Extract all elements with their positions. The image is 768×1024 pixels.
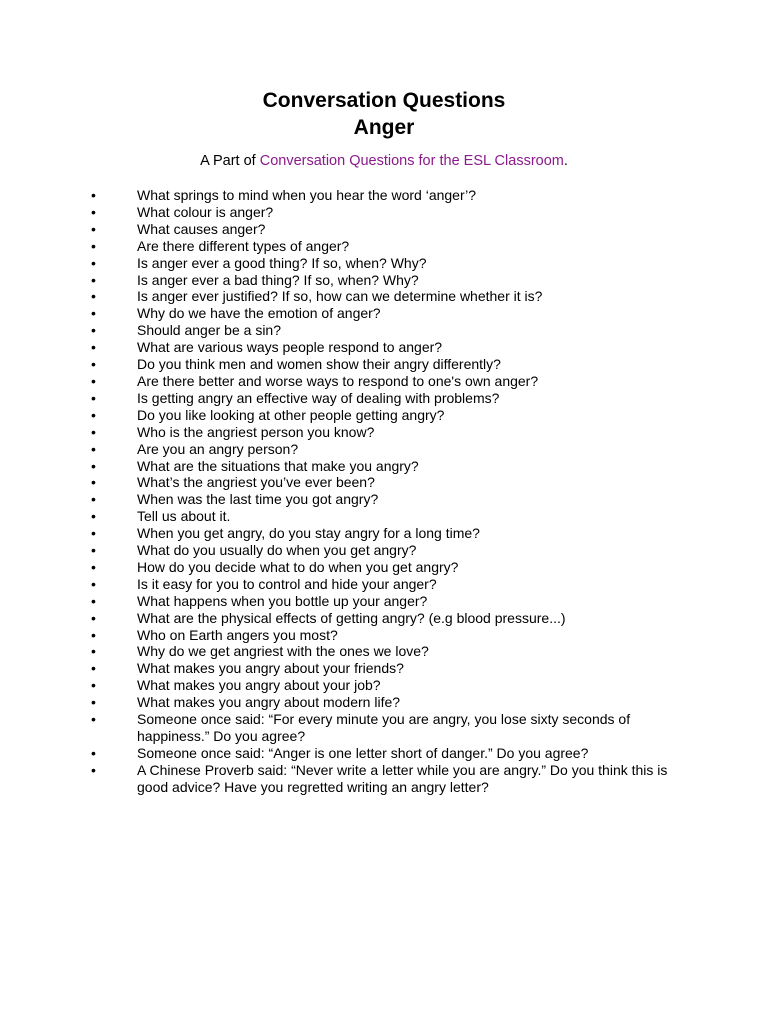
question-text: Is anger ever a good thing? If so, when? Why? [137, 254, 427, 271]
question-item [0, 677, 768, 694]
question-item [0, 627, 768, 644]
question-text: What happens when you bottle up your anger? [137, 592, 428, 609]
bullet-icon: • [91, 305, 96, 322]
series-attribution [0, 151, 768, 171]
question-text: What are various ways people respond to anger? [137, 339, 443, 356]
question-text: Why do we have the emotion of anger? [137, 305, 381, 322]
question-item [0, 745, 768, 762]
bullet-icon: • [91, 254, 96, 271]
question-text: Is anger ever justified? If so, how can we determine whether it is? [137, 288, 543, 305]
question-item [0, 187, 768, 204]
bullet-icon: • [91, 187, 96, 203]
bullet-icon: • [91, 677, 96, 694]
bullet-icon: • [91, 525, 96, 542]
question-text: What springs to mind when you hear the word ‘anger’? [137, 187, 477, 203]
question-item [0, 424, 768, 441]
question-text: Are you an angry person? [137, 440, 299, 457]
question-item [0, 373, 768, 390]
question-list [0, 187, 768, 796]
question-item [0, 576, 768, 593]
question-item [0, 272, 768, 289]
question-item [0, 221, 768, 238]
question-text: What makes you angry about your friends? [137, 660, 404, 677]
question-text: When was the last time you got angry? [137, 491, 379, 508]
bullet-icon: • [91, 474, 96, 491]
question-item [0, 339, 768, 356]
question-text: What are the situations that make you angry? [137, 457, 419, 474]
bullet-icon: • [91, 372, 96, 389]
bullet-icon: • [91, 542, 96, 559]
bullet-icon: • [91, 694, 96, 711]
question-text: Why do we get angriest with the ones we love? [137, 643, 429, 660]
question-text: How do you decide what to do when you get angry? [137, 558, 459, 575]
question-text: Tell us about it. [137, 508, 231, 525]
question-item [0, 491, 768, 508]
question-text: Who on Earth angers you most? [137, 626, 338, 643]
bullet-icon: • [91, 711, 96, 728]
attribution-prefix: A Part of [200, 153, 260, 169]
question-item [0, 525, 768, 542]
question-item [0, 559, 768, 576]
question-item [0, 660, 768, 677]
question-item [0, 322, 768, 339]
question-text: Is getting angry an effective way of dealing with problems? [137, 389, 500, 406]
bullet-icon: • [91, 288, 96, 305]
bullet-icon: • [91, 508, 96, 525]
question-item [0, 441, 768, 458]
question-item [0, 508, 768, 525]
question-text: When you get angry, do you stay angry for a long time? [137, 525, 480, 542]
bullet-icon: • [91, 626, 96, 643]
bullet-icon: • [91, 457, 96, 474]
bullet-icon: • [91, 660, 96, 677]
bullet-icon: • [91, 322, 96, 339]
bullet-icon: • [91, 237, 96, 254]
question-text: What’s the angriest you’ve ever been? [137, 474, 375, 491]
page-subject-title: Anger [353, 116, 415, 139]
question-text: Someone once said: “Anger is one letter short of danger.” Do you agree? [137, 744, 589, 761]
question-item [0, 474, 768, 491]
question-text: Are there different types of anger? [137, 237, 350, 254]
bullet-icon: • [91, 744, 96, 761]
question-text: What causes anger? [137, 220, 266, 237]
question-item [0, 542, 768, 559]
question-item [0, 356, 768, 373]
esl-classroom-link[interactable]: Conversation Questions for the ESL Classroom [259, 153, 564, 169]
question-item [0, 204, 768, 221]
question-item [0, 593, 768, 610]
question-text: Are there better and worse ways to respond to one's own anger? [137, 372, 539, 389]
question-item [0, 643, 768, 660]
question-item [0, 238, 768, 255]
question-item [0, 711, 768, 745]
question-text: Is it easy for you to control and hide your anger? [137, 575, 437, 592]
bullet-icon: • [91, 575, 96, 592]
bullet-icon: • [91, 592, 96, 609]
question-text: Do you think men and women show their angry differently? [137, 356, 501, 373]
bullet-icon: • [91, 609, 96, 626]
bullet-icon: • [91, 271, 96, 288]
bullet-icon: • [91, 491, 96, 508]
bullet-icon: • [91, 339, 96, 356]
attribution-suffix: . [563, 153, 568, 169]
bullet-icon: • [91, 643, 96, 660]
question-text: A Chinese Proverb said: “Never write a letter while you are angry.” Do you think this is good advice? Have you regretted writing an angry letter? [137, 761, 668, 795]
question-item [0, 390, 768, 407]
bullet-icon: • [91, 423, 96, 440]
question-text: What makes you angry about your job? [137, 677, 381, 694]
bullet-icon: • [91, 440, 96, 457]
question-text: Someone once said: “For every minute you are angry, you lose sixty seconds of happiness.” Do you agree? [137, 711, 631, 744]
question-item [0, 305, 768, 322]
page-title: Conversation Questions [262, 89, 506, 112]
question-item [0, 694, 768, 711]
bullet-icon: • [91, 761, 96, 778]
bullet-icon: • [91, 558, 96, 575]
question-text: Who is the angriest person you know? [137, 423, 375, 440]
question-item [0, 762, 768, 796]
bullet-icon: • [91, 389, 96, 406]
bullet-icon: • [91, 356, 96, 373]
question-text: Should anger be a sin? [137, 322, 281, 339]
question-text: Do you like looking at other people getting angry? [137, 406, 445, 423]
question-item [0, 255, 768, 272]
question-text: What colour is anger? [137, 203, 274, 220]
question-text: What are the physical effects of getting angry? (e.g blood pressure...) [137, 609, 566, 626]
question-item [0, 288, 768, 305]
question-item [0, 610, 768, 627]
bullet-icon: • [91, 220, 96, 237]
bullet-icon: • [91, 406, 96, 423]
question-text: What do you usually do when you get angry? [137, 542, 417, 559]
question-text: What makes you angry about modern life? [137, 694, 401, 711]
question-item [0, 407, 768, 424]
question-text: Is anger ever a bad thing? If so, when? Why? [137, 271, 419, 288]
bullet-icon: • [91, 203, 96, 220]
question-item [0, 458, 768, 475]
